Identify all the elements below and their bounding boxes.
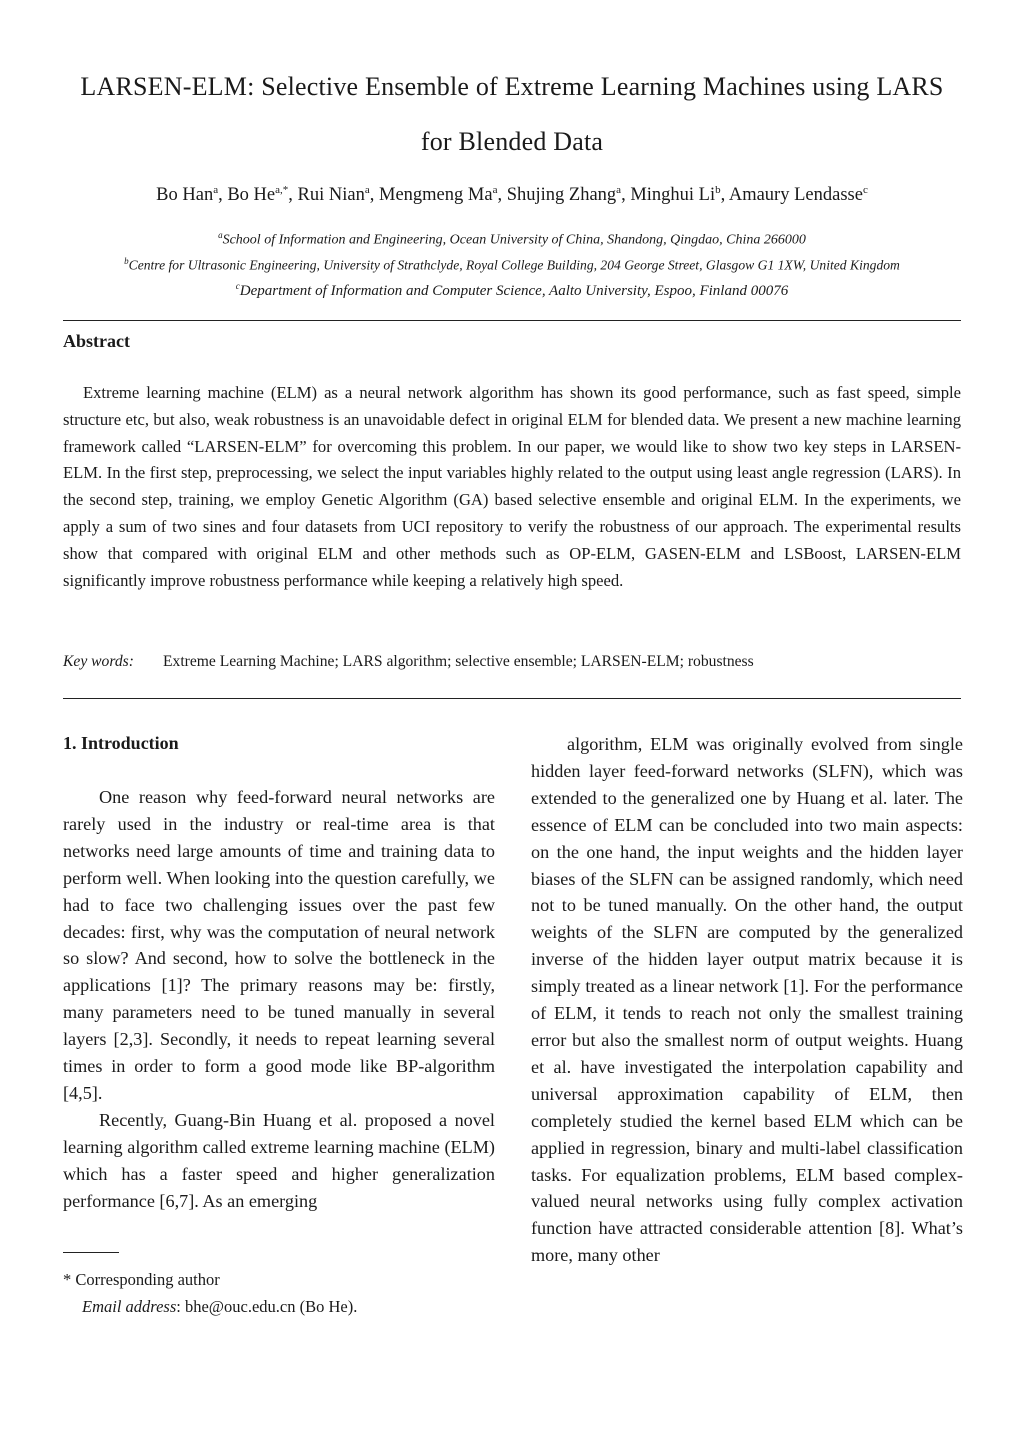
- keywords: [63, 653, 961, 671]
- author-affiliation-mark: a: [616, 184, 622, 196]
- affiliation-mark: c: [235, 281, 240, 291]
- affiliation-mark: b: [124, 256, 129, 266]
- author: Bo He: [227, 185, 276, 206]
- paragraph: Recently, Guang-Bin Huang et al. proposed a novel learning algorithm called extreme learning machine (ELM) which has a faster speed and higher generalization performance [6,7]. As an emerging: [63, 1109, 495, 1211]
- author-affiliation-mark: b: [715, 184, 721, 196]
- divider: [63, 320, 961, 321]
- affiliation-text: Centre for Ultrasonic Engineering, University of Strathclyde, Royal College Building, 204 George Street, Glasgow G1 1XW, United Kingdom: [128, 257, 900, 273]
- paragraph: algorithm, ELM was originally evolved from single hidden layer feed-forward networks (SLFN), which was extended to the generalized one by Huang et al. later. The essence of ELM can be concluded into two main aspects: on the one hand, the input weights and the hidden layer biases of the SLFN can be assigned randomly, which need not to be tuned manually. On the other hand, the output weights of the SLFN are computed by the generalized inverse of the hidden layer output matrix because it is simply treated as a linear network [1]. For the performance of ELM, it tends to reach not only the smallest training error but also the smallest norm of output weights. Huang et al. have investigated the interpolation capability and universal approximation capability of ELM, then completely studied the kernel based ELM which can be applied in regression, binary and multi-label classification tasks. For equalization problems, ELM based complex-valued neural networks using fully complex activation function have attracted considerable attention [8]. What’s more, many other: [531, 734, 963, 1266]
- keywords-label: Key words:: [63, 653, 134, 670]
- right-column: [531, 731, 963, 1269]
- divider: [63, 698, 961, 699]
- author-affiliation-mark: a: [364, 184, 370, 196]
- abstract-text: Extreme learning machine (ELM) as a neural network algorithm has shown its good performance, such as fast speed, simple structure etc, but also, weak robustness is an unavoidable defect in original ELM for blended data. We present a new machine learning framework called “LARSEN-ELM” for overcoming this problem. In our paper, we would like to show two key steps in LARSEN-ELM. In the first step, preprocessing, we select the input variables highly related to the output using least angle regression (LARS). In the second step, training, we employ Genetic Algorithm (GA) based selective ensemble and original ELM. In the experiments, we apply a sum of two sines and four datasets from UCI repository to verify the robustness of our approach. The experimental results show that compared with original ELM and other methods such as OP-ELM, GASEN-ELM and LSBoost, LARSEN-ELM significantly improve robustness performance while keeping a relatively high speed.: [63, 383, 961, 590]
- author-affiliation-mark: a: [213, 184, 219, 196]
- author: Amaury Lendasse: [728, 185, 863, 206]
- keywords-text: Extreme Learning Machine; LARS algorithm; selective ensemble; LARSEN-ELM; robustness: [163, 653, 754, 670]
- affiliation-text: Department of Information and Computer Science, Aalto University, Espoo, Finland 00076: [239, 283, 789, 299]
- left-column: [63, 784, 495, 1215]
- author-affiliation-mark: a,*: [275, 184, 289, 196]
- abstract-heading: Abstract: [63, 331, 130, 351]
- author: Shujing Zhang: [506, 185, 617, 206]
- email-value: : bhe@ouc.edu.cn (Bo He).: [176, 1297, 358, 1316]
- section-heading-introduction: 1. Introduction: [63, 733, 179, 753]
- affiliation-c: [0, 281, 1024, 300]
- footnote-divider: [63, 1252, 119, 1253]
- author-affiliation-mark: c: [862, 184, 868, 196]
- affiliation-b: [0, 256, 1024, 274]
- affiliation-mark: a: [218, 230, 223, 240]
- paper-title-line-1: LARSEN-ELM: Selective Ensemble of Extreme Learning Machines using LARS: [80, 72, 944, 101]
- footnote-email: [82, 1297, 357, 1317]
- author: Minghui Li: [630, 185, 716, 206]
- paragraph: One reason why feed-forward neural networks are rarely used in the industry or real-time area is that networks need large amounts of time and training data to perform well. When looking into the question carefully, we had to face two challenging issues over the past few decades: first, why was the computation of neural network so slow? And second, how to solve the bottleneck in the applications [1]? The primary reasons may be: firstly, many parameters need to be tuned manually in several layers [2,3]. Secondly, it needs to repeat learning several times in order to form a good mode like BP-algorithm [4,5].: [63, 787, 495, 1103]
- author: Rui Nian: [297, 185, 365, 206]
- footnote-corresponding-author: * Corresponding author: [63, 1270, 220, 1289]
- paper-title-line-2: for Blended Data: [420, 127, 604, 156]
- author: Bo Han: [156, 185, 214, 206]
- author-list: Bo Han$^a$, Bo $He^{a,*}$, Rui Nian$^a$, Mengmeng Ma$^a$, Shujing Zhang$^a$, Minghui Li$^b$, Amaury Lendasse$^c$: [156, 184, 868, 206]
- email-label: Email address: [82, 1297, 177, 1316]
- affiliation-text: School of Information and Engineering, Ocean University of China, Shandong, Qingdao, China 266000: [222, 232, 806, 248]
- affiliation-a: [0, 230, 1024, 249]
- author: Mengmeng Ma: [379, 185, 493, 206]
- author-affiliation-mark: a: [492, 184, 498, 196]
